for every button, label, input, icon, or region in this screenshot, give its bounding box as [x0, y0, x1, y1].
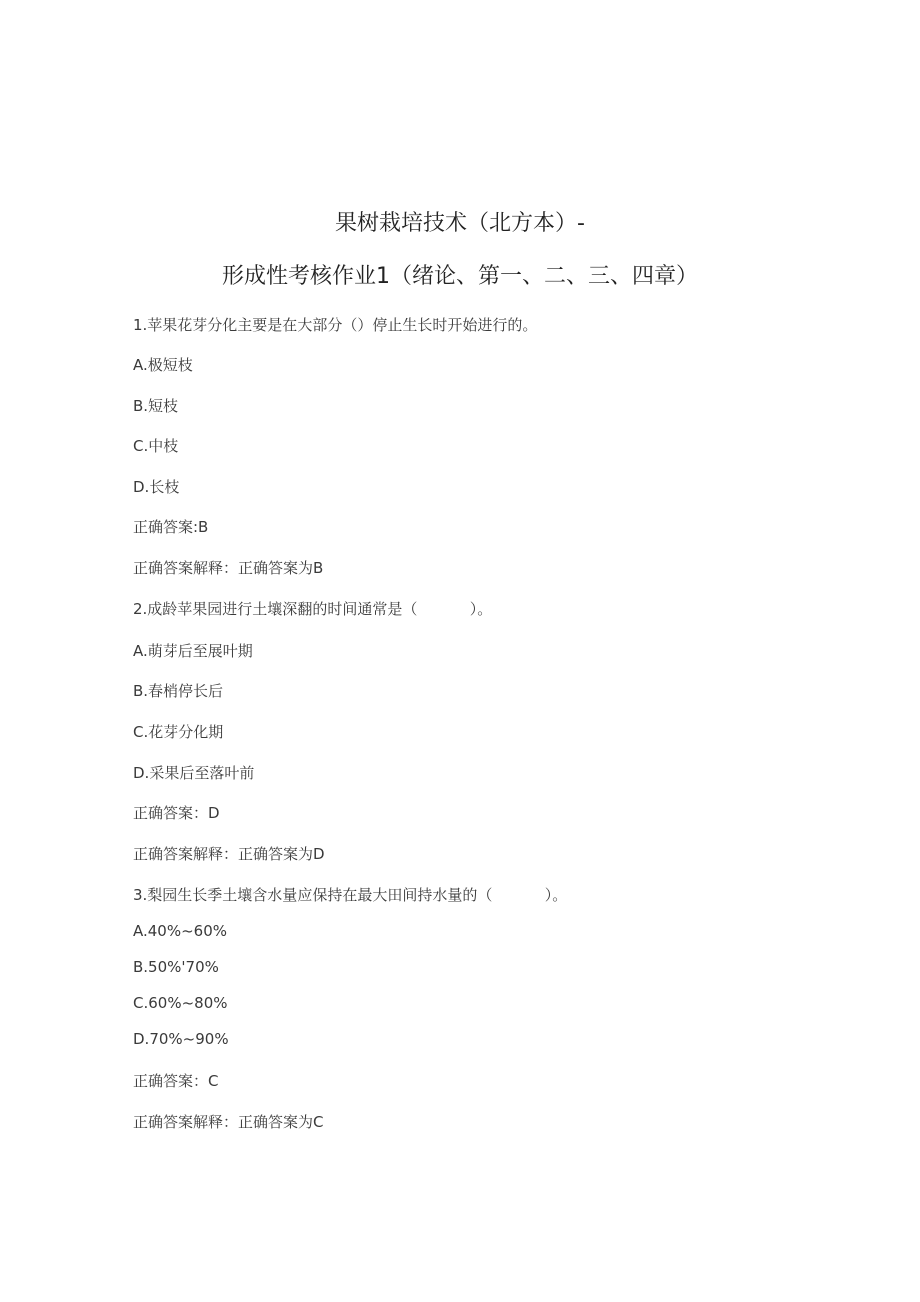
option-c: C.中枝: [133, 437, 179, 455]
option-a: A.萌芽后至展叶期: [133, 642, 253, 660]
question-stem: 2.成龄苹果园进行土壤深翻的时间通常是（ ）。: [133, 600, 493, 618]
option-b: B.短枝: [133, 397, 179, 415]
correct-answer: 正确答案：C: [133, 1072, 219, 1090]
option-b: B.50%'70%: [133, 958, 219, 976]
document-title: 果树栽培技术（北方本）-: [335, 211, 585, 236]
option-d: D.采果后至落叶前: [133, 764, 255, 782]
question-stem: 3.梨园生长季土壤含水量应保持在最大田间持水量的（ ）。: [133, 886, 568, 904]
question-stem: 1.苹果花芽分化主要是在大部分（）停止生长时开始进行的。: [133, 316, 538, 334]
option-c: C.60%~80%: [133, 994, 228, 1012]
option-a: A.40%~60%: [133, 922, 228, 940]
option-c: C.花芽分化期: [133, 723, 224, 741]
option-d: D.长枝: [133, 478, 180, 496]
option-a: A.极短枝: [133, 356, 193, 374]
option-b: B.春梢停长后: [133, 682, 224, 700]
answer-explanation: 正确答案解释：正确答案为D: [133, 845, 325, 863]
correct-answer: 正确答案:B: [133, 518, 209, 536]
answer-explanation: 正确答案解释：正确答案为B: [133, 559, 324, 577]
answer-explanation: 正确答案解释：正确答案为C: [133, 1113, 324, 1131]
correct-answer: 正确答案：D: [133, 804, 220, 822]
option-d: D.70%~90%: [133, 1030, 229, 1048]
document-subtitle: 形成性考核作业1（绪论、第一、二、三、四章）: [222, 264, 698, 289]
